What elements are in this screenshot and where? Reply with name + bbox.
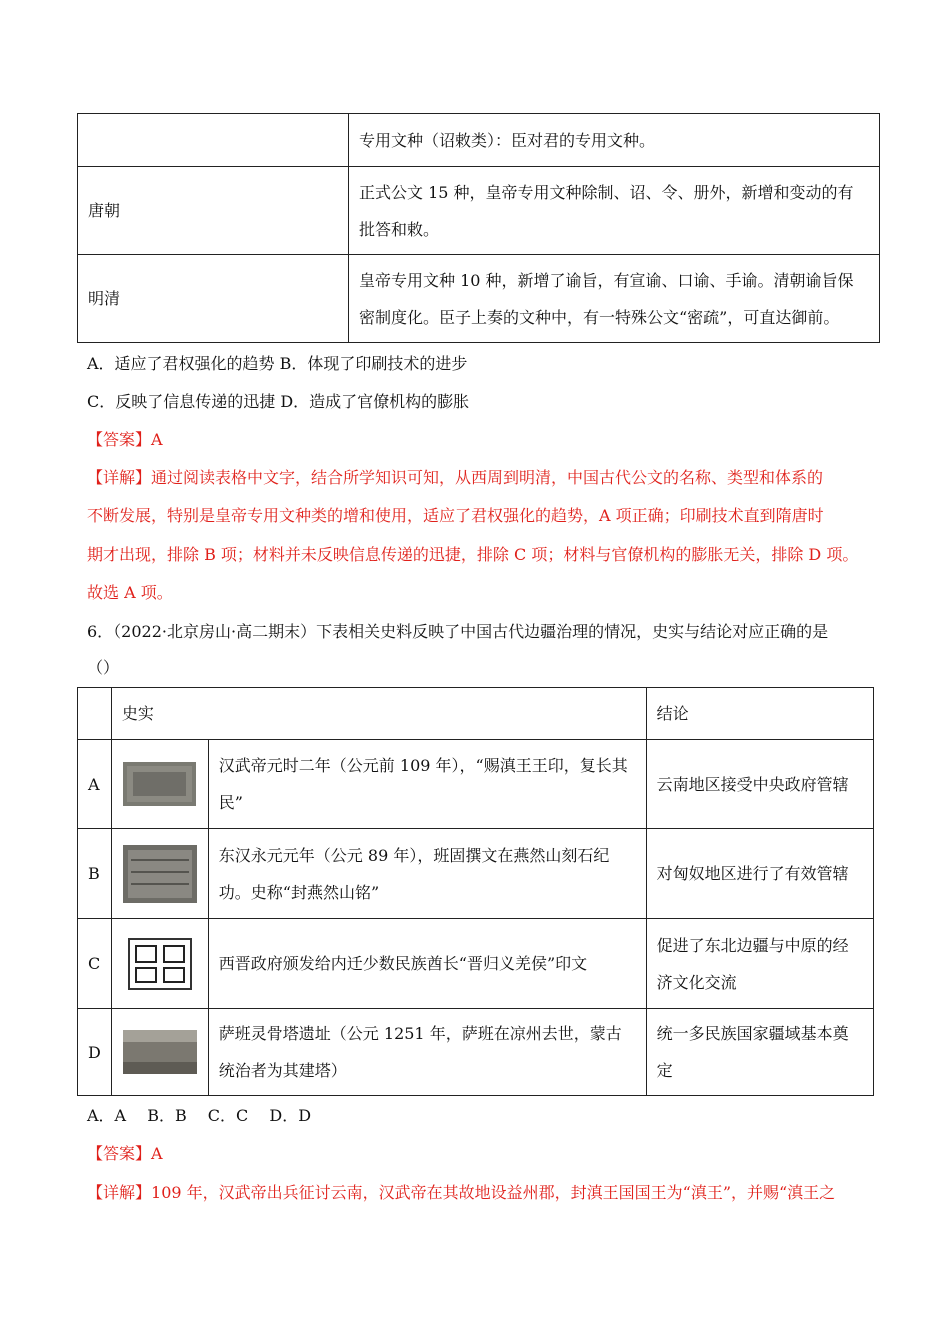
image-cell: [111, 829, 208, 919]
detail-text: 109 年，汉武帝出兵征讨云南，汉武帝在其故地设益州郡，封滇王国国王为“滇王”，并赐“滇王之: [151, 1183, 836, 1202]
row-letter: D: [78, 1009, 112, 1096]
q6-stem-line-1: 6．（2022·北京房山·高二期末）下表相关史料反映了中国古代边疆治理的情况，史实与结论对应正确的是: [87, 622, 829, 641]
q5-options-line-2: C．反映了信息传递的迅捷 D．造成了官僚机构的膨胀: [87, 392, 470, 411]
q6-options: A．A B．B C．C D．D: [87, 1106, 312, 1125]
header-letter-cell: [78, 688, 112, 740]
stone-inscription-image: [123, 845, 197, 903]
pagoda-site-image: [123, 1030, 197, 1074]
q6-stem-line-2: （）: [87, 658, 120, 677]
table-row: [78, 255, 880, 343]
content-cell: 皇帝专用文种 10 种，新增了谕旨，有宣谕、口谕、手谕。清朝谕旨保密制度化。臣子上奏的文种中，有一特殊公文“密疏”，可直达御前。: [349, 255, 880, 343]
fact-cell: 汉武帝元时二年（公元前 109 年），“赐滇王王印，复长其民”: [208, 740, 646, 829]
table-row: [78, 919, 874, 1009]
table-row: [78, 1009, 874, 1096]
official-documents-table: [77, 113, 880, 343]
q6-detail-line-1: [87, 1183, 835, 1203]
image-cell: [111, 1009, 208, 1096]
table-row: [78, 740, 874, 829]
frontier-history-table: [77, 687, 874, 1096]
conclusion-cell: 统一多民族国家疆域基本奠定: [646, 1009, 873, 1096]
table-row: [78, 167, 880, 255]
seal-impression-image: [128, 938, 192, 990]
q5-answer: 【答案】A: [87, 430, 163, 449]
row-letter: B: [78, 829, 112, 919]
table-row: [78, 114, 880, 167]
header-conclusion: 结论: [646, 688, 873, 740]
content-cell: 正式公文 15 种，皇帝专用文种除制、诏、令、册外，新增和变动的有批答和敕。: [349, 167, 880, 255]
fact-cell: 萨班灵骨塔遗址（公元 1251 年，萨班在凉州去世，蒙古统治者为其建塔）: [208, 1009, 646, 1096]
conclusion-cell: 云南地区接受中央政府管辖: [646, 740, 873, 829]
q5-detail-line-4: 故选 A 项。: [87, 583, 173, 602]
conclusion-cell: 促进了东北边疆与中原的经济文化交流: [646, 919, 873, 1009]
q6-answer: 【答案】A: [87, 1144, 163, 1163]
table-row: [78, 829, 874, 919]
era-cell: 明清: [78, 255, 349, 343]
image-cell: [111, 740, 208, 829]
q5-detail-line-2: 不断发展，特别是皇帝专用文种类的增和使用，适应了君权强化的趋势，A 项正确；印刷技术直到隋唐时: [87, 506, 824, 525]
seal-photo-image: [123, 762, 196, 806]
q5-detail-line-1: [87, 468, 823, 488]
detail-label: 【详解】: [87, 1183, 152, 1202]
row-letter: A: [78, 740, 112, 829]
content-cell: 专用文种（诏敕类）：臣对君的专用文种。: [349, 114, 880, 167]
fact-cell: 东汉永元元年（公元 89 年），班固撰文在燕然山刻石纪功。史称“封燕然山铭”: [208, 829, 646, 919]
header-fact: 史实: [111, 688, 646, 740]
detail-text: 通过阅读表格中文字，结合所学知识可知，从西周到明清，中国古代公文的名称、类型和体系的: [151, 468, 824, 487]
q5-options-line-1: A．适应了君权强化的趋势 B．体现了印刷技术的进步: [87, 354, 468, 373]
q5-detail-line-3: 期才出现，排除 B 项；材料并未反映信息传递的迅捷，排除 C 项；材料与官僚机构的膨胀无关，排除 D 项。: [87, 545, 859, 564]
era-cell: 唐朝: [78, 167, 349, 255]
image-cell: [111, 919, 208, 1009]
era-cell: [78, 114, 349, 167]
detail-label: 【详解】: [87, 468, 152, 487]
fact-cell: 西晋政府颁发给内迁少数民族酋长“晋归义羌侯”印文: [208, 919, 646, 1009]
table-header-row: [78, 688, 874, 740]
conclusion-cell: 对匈奴地区进行了有效管辖: [646, 829, 873, 919]
row-letter: C: [78, 919, 112, 1009]
